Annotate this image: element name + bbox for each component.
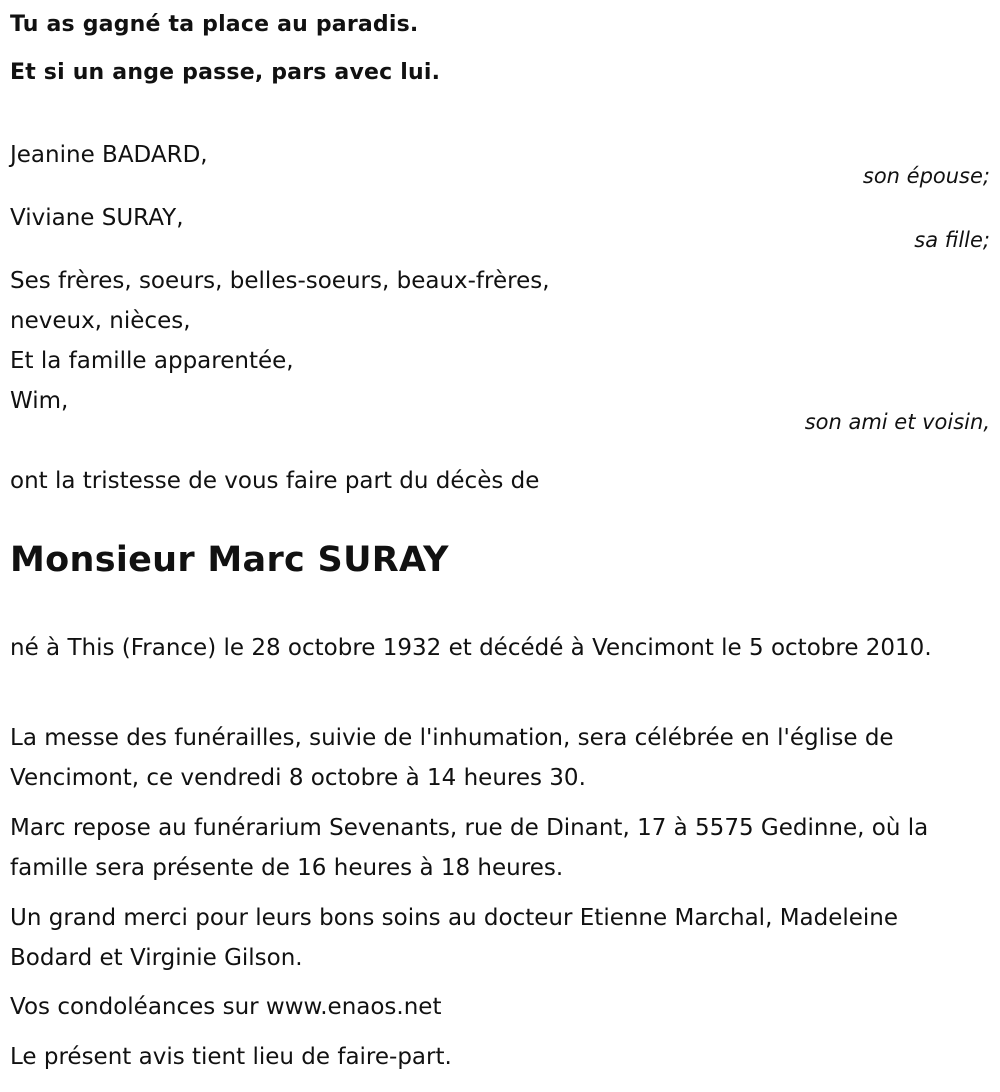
funerarium-paragraph: Marc repose au funérarium Sevenants, rue de Dinant, 17 à 5575 Gedinne, où la famille sera présente de 16 heures à 18 heures.: [10, 815, 929, 881]
notice-paragraph: Le présent avis tient lieu de faire-part.: [10, 1044, 452, 1070]
epigraph-line-2: Et si un ange passe, pars avec lui.: [10, 60, 441, 85]
mourner-name-spouse: Jeanine BADARD,: [10, 142, 208, 168]
epigraph-line-1: Tu as gagné ta place au paradis.: [10, 12, 419, 37]
deceased-name: Monsieur Marc SURAY: [10, 540, 449, 580]
mourner-role-spouse: son épouse;: [862, 164, 990, 188]
wim-role: son ami et voisin,: [804, 410, 990, 434]
thanks-paragraph: Un grand merci pour leurs bons soins au docteur Etienne Marchal, Madeleine Bodard et Virginie Gilson.: [10, 905, 899, 971]
family-line-3: Et la famille apparentée,: [10, 348, 294, 374]
family-line-1: Ses frères, soeurs, belles-soeurs, beaux-frères,: [10, 268, 550, 294]
mourner-name-daughter: Viviane SURAY,: [10, 205, 184, 231]
mourner-role-daughter: sa fille;: [914, 228, 990, 252]
announcement-text: ont la tristesse de vous faire part du décès de: [10, 468, 540, 494]
family-line-4: Wim,: [10, 388, 69, 414]
birth-death-paragraph: né à This (France) le 28 octobre 1932 et décédé à Vencimont le 5 octobre 2010.: [10, 635, 932, 661]
funeral-paragraph: La messe des funérailles, suivie de l'inhumation, sera célébrée en l'église de Vencimont, ce vendredi 8 octobre à 14 heures 30.: [10, 725, 894, 791]
family-line-2: neveux, nièces,: [10, 308, 191, 334]
condolences-paragraph: Vos condoléances sur www.enaos.net: [10, 994, 442, 1020]
